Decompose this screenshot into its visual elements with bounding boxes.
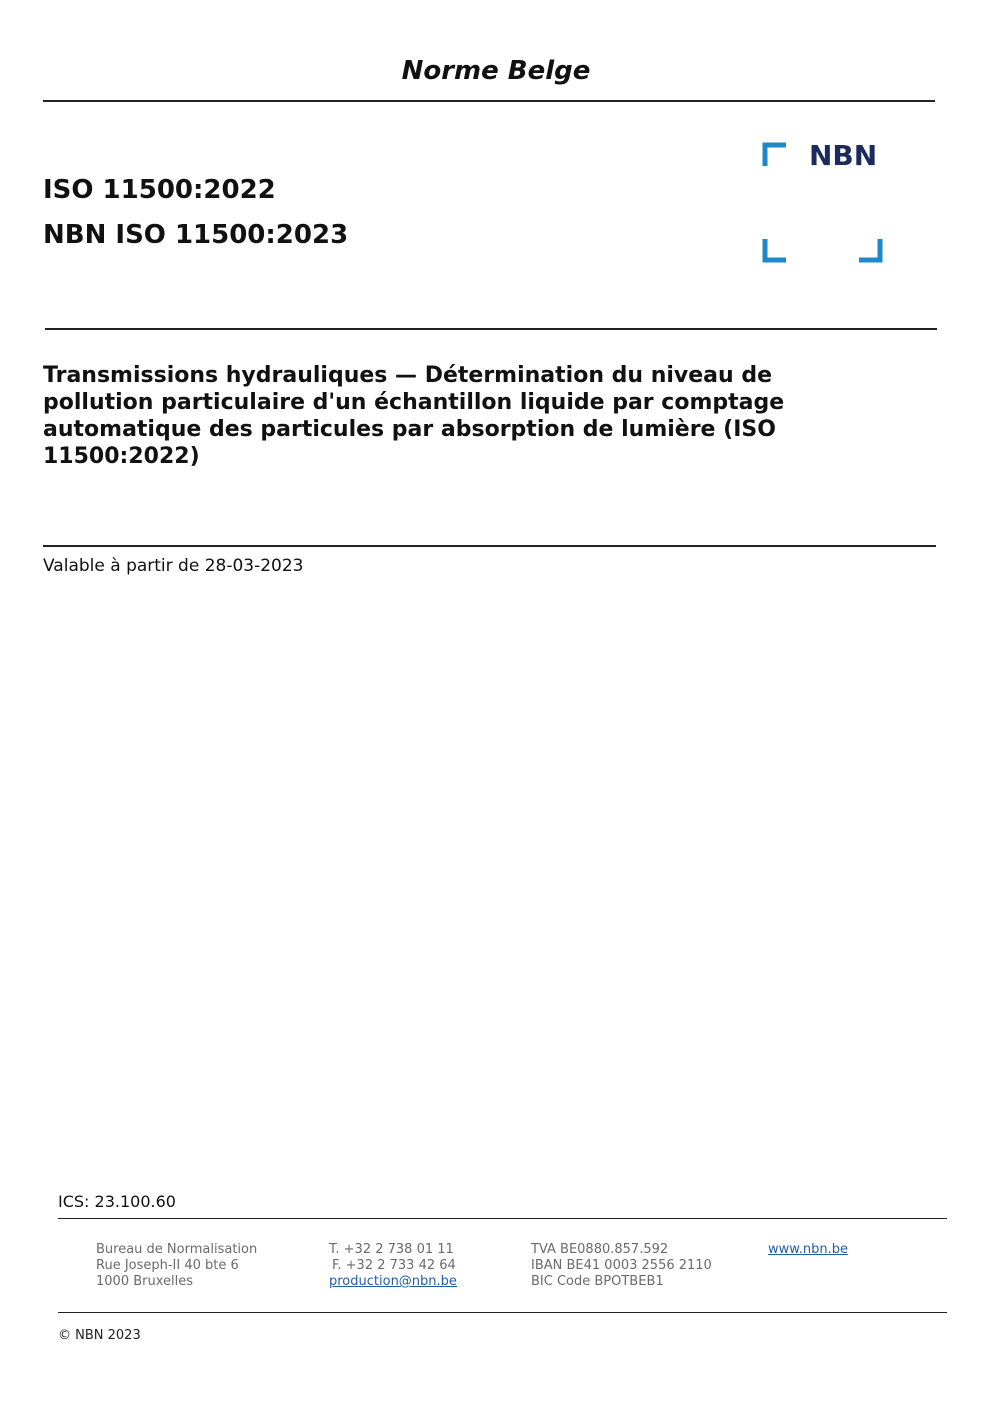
- section-divider-2: [43, 545, 936, 547]
- title-line: Transmissions hydrauliques — Détermination du niveau de: [43, 363, 773, 388]
- footer-address: [96, 1242, 257, 1290]
- nbn-logo: [762, 142, 886, 266]
- fax-number: F. +32 2 733 42 64: [332, 1258, 456, 1273]
- footer-contact: [329, 1242, 457, 1290]
- footer-divider-top: [58, 1218, 947, 1219]
- iso-reference: ISO 11500:2022: [43, 175, 276, 205]
- document-title: [43, 362, 903, 470]
- vat-number: TVA BE0880.857.592: [531, 1242, 669, 1257]
- address-line: 1000 Bruxelles: [96, 1274, 194, 1289]
- website-link[interactable]: www.nbn.be: [768, 1242, 848, 1257]
- nbn-reference: NBN ISO 11500:2023: [43, 220, 349, 250]
- address-line: Rue Joseph-II 40 bte 6: [96, 1258, 239, 1273]
- header-title: Norme Belge: [401, 56, 591, 86]
- logo-text: NBN: [809, 142, 878, 172]
- ics-code: ICS: 23.100.60: [58, 1192, 176, 1211]
- title-line: 11500:2022): [43, 444, 200, 469]
- footer-web: [768, 1242, 848, 1258]
- footer-bank: [531, 1242, 712, 1290]
- bic-code: BIC Code BPOTBEB1: [531, 1274, 664, 1289]
- section-divider-1: [45, 328, 937, 330]
- iban-number: IBAN BE41 0003 2556 2110: [531, 1258, 712, 1273]
- copyright-text: © NBN 2023: [58, 1328, 141, 1343]
- footer-divider-bottom: [58, 1312, 947, 1313]
- phone-number: T. +32 2 738 01 11: [329, 1242, 454, 1257]
- email-link[interactable]: production@nbn.be: [329, 1274, 457, 1289]
- validity-date: Valable à partir de 28-03-2023: [43, 556, 304, 576]
- title-line: automatique des particules par absorption de lumière (ISO: [43, 417, 776, 442]
- address-line: Bureau de Normalisation: [96, 1242, 258, 1257]
- title-line: pollution particulaire d'un échantillon liquide par comptage: [43, 390, 785, 415]
- header-divider: [43, 100, 935, 102]
